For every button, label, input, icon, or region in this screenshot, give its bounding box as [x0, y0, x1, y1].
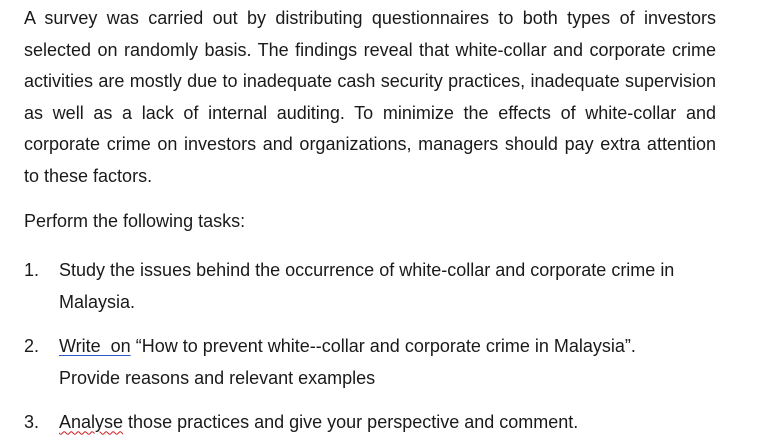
list-number: 1. [24, 260, 40, 281]
list-number: 2. [24, 336, 40, 357]
list-number: 3. [24, 411, 40, 432]
task-text: Study the issues behind the occurrence of white-collar and corporate crime in Malaysia. [59, 260, 675, 312]
list-item [24, 331, 716, 394]
underlined-phrase[interactable]: Write on [59, 336, 131, 357]
task-lead-in: Perform the following tasks: [24, 210, 246, 231]
task-text: those practices and give your perspective and comment. [123, 411, 579, 432]
spellcheck-flagged-word[interactable]: Analyse [59, 411, 124, 432]
intro-paragraph: A survey was carried out by distributing questionnaires to both types of investors selected on randomly basis. The findings reveal that white-collar and corporate crime activities are mostly due to inadequate cash security practices, inadequate supervision as well as a lack of internal auditing. To minimize the effects of white-collar and corporate crime on investors and organizations, managers should pay extra attention to these factors. [24, 8, 716, 186]
list-item [24, 255, 716, 318]
document-body [24, 3, 716, 438]
list-item [24, 407, 716, 438]
task-list [24, 255, 716, 438]
task-text-line2: Provide reasons and relevant examples [59, 367, 376, 388]
task-text: “How to prevent white--collar and corporate crime in Malaysia”. [130, 336, 636, 357]
